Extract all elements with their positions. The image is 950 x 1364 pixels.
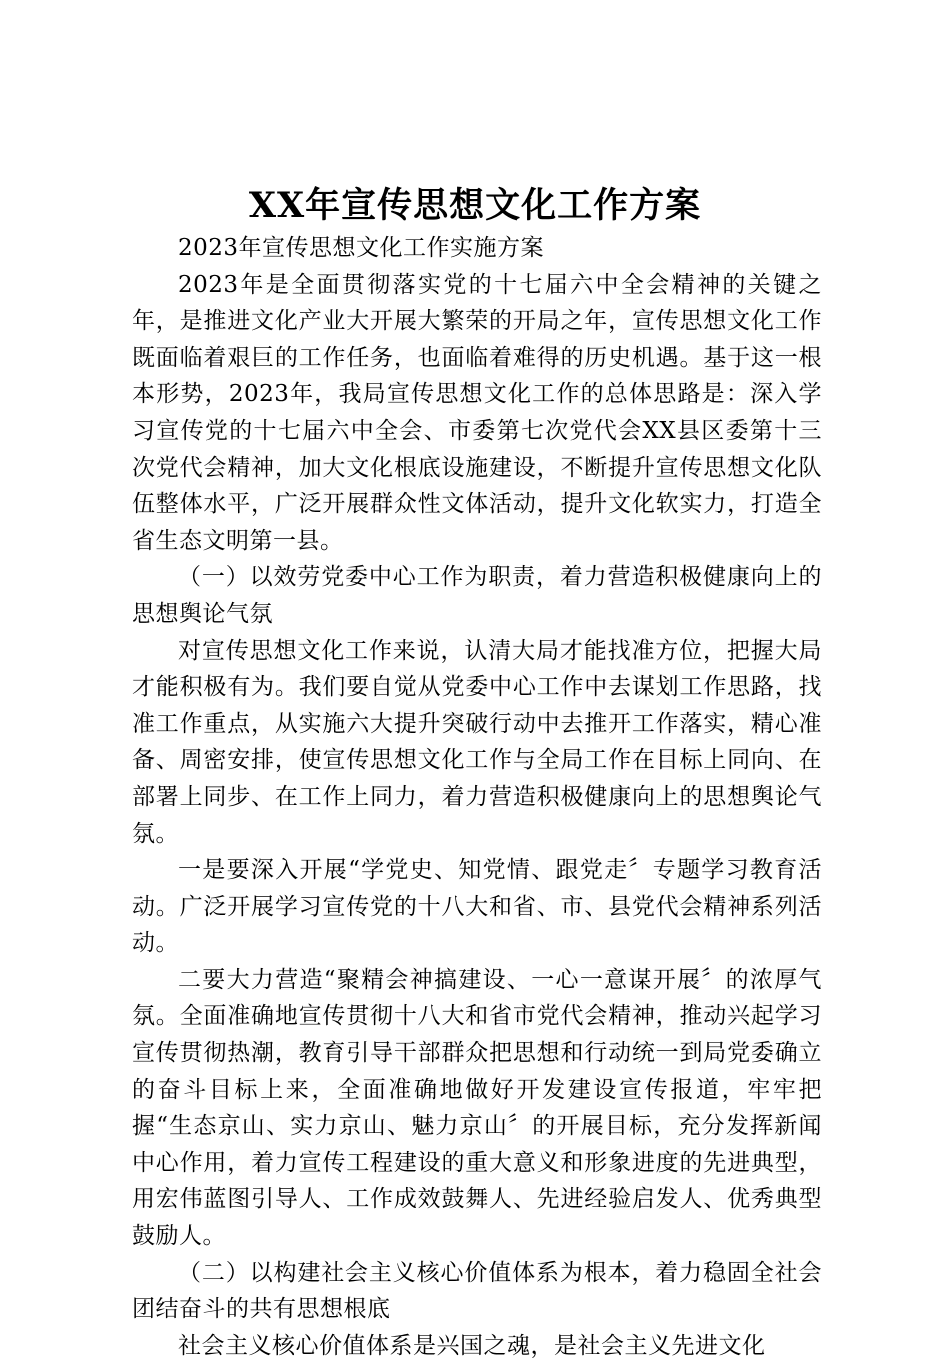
paragraph-point-2: 二要大力营造“聚精会神搞建设、一心一意谋开展〞的浓厚气氛。全面准确地宣传贯彻十八大和省市党代会精神，推动兴起学习宣传贯彻热潮，教育引导干部群众把思想和行动统一到局党委确立的奋斗目标上来，全面准确地做好开发建设宣传报道，牢牢把握“生态京山、实力京山、魅力京山〞的开展目标，充分发挥新闻中心作用，着力宣传工程建设的重大意义和形象进度的先进典型，用宏伟蓝图引导人、工作成效鼓舞人、先进经验启发人、优秀典型鼓励人。 [132, 966, 822, 1250]
paragraph-section-2: 社会主义核心价值体系是兴国之魂，是社会主义先进文化 [178, 1332, 766, 1359]
section-heading-2: （二）以构建社会主义核心价值体系为根本，着力稳固全社会团结奋斗的共有思想根底 [132, 1259, 822, 1323]
document-title: XX年宣传思想文化工作方案 [248, 185, 702, 226]
section-heading-1: （一）以效劳党委中心工作为职责，着力营造积极健康向上的思想舆论气氛 [132, 564, 822, 627]
paragraph-section-1: 对宣传思想文化工作来说，认清大局才能找准方位，把握大局才能积极有为。我们要自觉从党委中心工作中去谋划工作思路，找准工作重点，从实施六大提升突破行动中去推开工作落实，精心准备、周密安排，使宣传思想文化工作与全局工作在目标上同向、在部署上同步、在工作上同力，着力营造积极健康向上的思想舆论气氛。 [132, 637, 822, 847]
paragraph-subtitle: 2023年宣传思想文化工作实施方案 [178, 235, 545, 261]
paragraph-point-1: 一是要深入开展“学党史、知党情、跟党走〞专题学习教育活动。广泛开展学习宣传党的十八大和省、市、县党代会精神系列活动。 [132, 857, 822, 957]
paragraph-intro: 2023年是全面贯彻落实党的十七届六中全会精神的关键之年，是推进文化产业大开展大繁荣的开局之年，宣传思想文化工作既面临着艰巨的工作任务，也面临着难得的历史机遇。基于这一根本形势，2023年，我局宣传思想文化工作的总体思路是：深入学习宣传党的十七届六中全会、市委第七次党代会XX县区委第十三次党代会精神，加大文化根底设施建设，不断提升宣传思想文化队伍整体水平，广泛开展群众性文体活动，提升文化软实力，打造全省生态文明第一县。 [132, 271, 822, 554]
document-body [132, 230, 822, 1364]
